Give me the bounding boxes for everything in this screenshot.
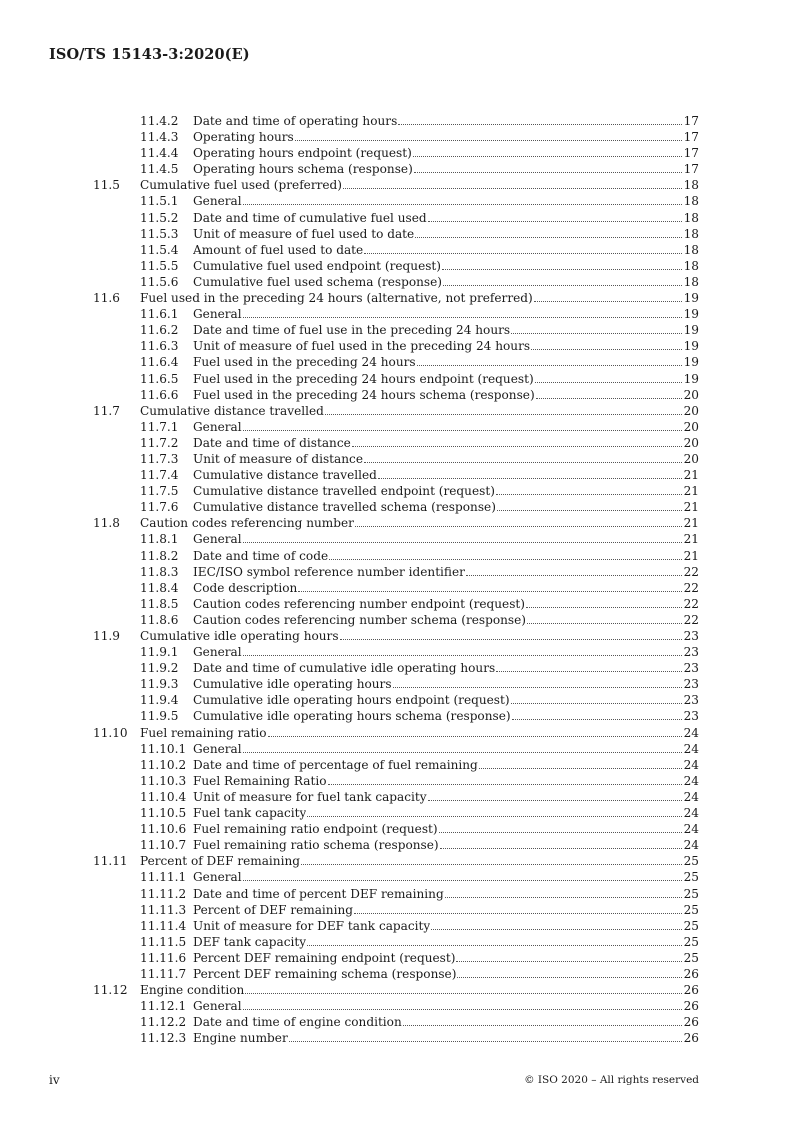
toc-entry-title: Caution codes referencing number [140,516,354,531]
toc-entry-title: Date and time of cumulative fuel used [193,210,427,225]
toc-entry[interactable] [93,467,699,483]
toc-entry-page: 17 [683,114,699,128]
toc-dot-leader [415,237,681,238]
toc-entry-page: 18 [683,274,699,289]
toc-entry-page: 25 [683,870,699,885]
toc-entry[interactable] [93,564,699,580]
toc-entry-number: 11.11.5 [140,934,187,949]
toc-entry[interactable] [93,242,699,258]
toc-entry-page: 21 [683,484,699,499]
toc-entry-page: 21 [683,500,699,515]
toc-entry[interactable] [93,129,699,145]
toc-entry-title: Cumulative idle operating hours [140,629,339,643]
toc-entry-number: 11.11.1 [140,870,187,885]
toc-entry-title: Percent DEF remaining schema (response) [193,966,457,981]
toc-entry-title: Cumulative distance travelled [193,468,377,483]
toc-entry-page: 23 [683,645,699,660]
toc-entry-title: Fuel remaining ratio schema (response) [193,838,439,853]
toc-dot-leader [268,736,682,737]
toc-entry-title: Fuel remaining ratio [140,725,267,740]
toc-entry-title: Fuel used in the preceding 24 hours endpoint (request) [193,371,534,386]
toc-entry-page: 19 [683,323,699,338]
toc-entry-number: 11.8.4 [140,580,179,595]
toc-entry[interactable] [93,113,699,129]
toc-entry-page: 20 [683,387,699,402]
toc-entry[interactable] [93,982,699,998]
toc-entry-number: 11.12.2 [140,1015,187,1030]
toc-entry-number: 11.7.5 [140,484,179,499]
toc-entry-title: Cumulative fuel used (preferred) [140,178,343,193]
toc-dot-leader [343,188,682,189]
toc-entry-title: Engine condition [140,983,245,998]
toc-entry-number: 11.10.2 [140,757,187,772]
toc-dot-leader [289,1041,682,1042]
toc-entry-title: Unit of measure of fuel used to date [193,226,415,241]
toc-entry-page: 18 [683,210,699,225]
document-id-header: ISO/TS 15143-3:2020(E) [49,46,250,63]
toc-dot-leader [243,880,682,881]
toc-entry-page: 19 [683,355,699,370]
toc-entry-page: 22 [683,596,699,611]
toc-entry-number: 11.6.3 [140,339,179,354]
toc-entry[interactable] [93,210,699,226]
toc-dot-leader [496,494,682,495]
toc-dot-leader [325,414,682,415]
toc-entry-number: 11.7.6 [140,500,179,515]
toc-entry-page: 21 [683,516,699,531]
toc-entry-number: 11.8.6 [140,612,179,627]
page-number: iv [49,1073,60,1087]
toc-dot-leader [298,591,681,592]
toc-entry-title: Cumulative fuel used schema (response) [193,274,443,289]
toc-entry-number: 11.9.3 [140,677,179,692]
toc-entry[interactable] [93,161,699,177]
toc-entry-title: Date and time of code [193,548,329,563]
toc-entry-title: Operating hours schema (response) [193,162,413,177]
toc-entry-title: Fuel remaining ratio endpoint (request) [193,822,438,837]
toc-entry-title: Date and time of fuel use in the preceding 24 hours [193,323,511,338]
toc-dot-leader [328,784,682,785]
toc-entry-page: 25 [683,854,699,869]
toc-entry-number: 11.4.2 [140,114,179,128]
toc-dot-leader [355,526,682,527]
toc-dot-leader [479,768,682,769]
toc-entry-page: 23 [683,629,699,643]
toc-entry-page: 24 [683,757,699,772]
toc-entry-number: 11.7.3 [140,451,179,466]
toc-entry-page: 24 [683,822,699,837]
toc-entry[interactable] [93,290,699,306]
toc-entry[interactable] [93,853,699,869]
toc-entry-title: Engine number [193,1031,288,1046]
toc-entry-page: 19 [683,291,699,306]
toc-entry-page: 26 [683,999,699,1014]
toc-dot-leader [243,430,682,431]
toc-entry[interactable] [93,531,699,547]
toc-entry[interactable] [93,274,699,290]
toc-entry-title: General [193,645,242,660]
toc-entry-page: 17 [683,162,699,177]
toc-entry-page: 26 [683,983,699,998]
toc-entry-number: 11.9.5 [140,709,179,724]
toc-entry[interactable] [93,403,699,419]
toc-entry-title: General [193,532,242,547]
toc-entry-page: 19 [683,339,699,354]
toc-entry-page: 19 [683,371,699,386]
toc-entry-title: Percent of DEF remaining [140,854,300,869]
toc-entry-number: 11.4.5 [140,162,179,177]
toc-entry[interactable] [93,1014,699,1030]
toc-dot-leader [295,140,682,141]
toc-entry-number: 11.5.4 [140,242,179,257]
toc-dot-leader [535,382,682,383]
toc-entry[interactable] [93,322,699,338]
toc-entry[interactable] [93,483,699,499]
toc-entry[interactable] [93,145,699,161]
toc-entry-number: 11.7.1 [140,419,179,434]
toc-entry-title: Percent of DEF remaining [193,902,353,917]
toc-dot-leader [398,124,681,125]
toc-entry-title: General [193,741,242,756]
toc-entry-title: General [193,194,242,209]
toc-entry-page: 18 [683,242,699,257]
toc-entry-page: 17 [683,146,699,161]
toc-entry[interactable] [93,644,699,660]
toc-entry-number: 11.10.6 [140,822,187,837]
toc-entry[interactable] [93,773,699,789]
toc-entry[interactable] [93,628,699,644]
toc-entry-title: Cumulative idle operating hours [193,677,392,692]
toc-dot-leader [526,607,682,608]
toc-dot-leader [243,204,682,205]
toc-dot-leader [456,961,681,962]
toc-entry[interactable] [93,934,699,950]
toc-entry-number: 11.5.3 [140,226,179,241]
toc-entry-page: 26 [683,966,699,981]
toc-dot-leader [243,317,682,318]
toc-entry-title: Date and time of distance [193,435,351,450]
toc-entry[interactable] [93,660,699,676]
toc-entry-number: 11.7.2 [140,435,179,450]
toc-entry-page: 23 [683,709,699,724]
toc-entry-number: 11.8 [93,516,120,531]
toc-dot-leader [511,333,682,334]
toc-entry-number: 11.9.4 [140,693,179,708]
toc-entry-page: 21 [683,532,699,547]
toc-entry-title: Date and time of percent DEF remaining [193,886,444,901]
toc-entry[interactable] [93,515,699,531]
toc-entry-number: 11.9 [93,629,120,643]
toc-dot-leader [511,703,682,704]
toc-entry[interactable] [93,757,699,773]
toc-entry-number: 11.7.4 [140,468,179,483]
toc-dot-leader [243,655,682,656]
toc-dot-leader [245,993,681,994]
toc-entry-title: General [193,870,242,885]
toc-dot-leader [340,639,682,640]
toc-dot-leader [364,253,681,254]
toc-dot-leader [393,687,682,688]
toc-entry[interactable] [93,451,699,467]
toc-entry[interactable] [93,371,699,387]
toc-dot-leader [439,832,682,833]
toc-entry-number: 11.11.6 [140,950,187,965]
toc-entry-page: 25 [683,934,699,949]
toc-entry-page: 17 [683,130,699,145]
toc-entry-page: 25 [683,902,699,917]
toc-dot-leader [431,929,681,930]
toc-entry-page: 20 [683,451,699,466]
toc-entry-number: 11.6.6 [140,387,179,402]
toc-entry-title: Fuel used in the preceding 24 hours schema (response) [193,387,535,402]
toc-entry-number: 11.5.6 [140,274,179,289]
table-of-contents [93,113,699,1046]
toc-entry-number: 11.6.2 [140,323,179,338]
toc-entry[interactable] [93,998,699,1014]
toc-entry[interactable] [93,886,699,902]
toc-entry-title: Unit of measure for fuel tank capacity [193,789,427,804]
toc-dot-leader [457,977,681,978]
toc-entry[interactable] [93,1030,699,1046]
toc-entry-number: 11.11.2 [140,886,187,901]
toc-entry[interactable] [93,918,699,934]
toc-dot-leader [527,623,682,624]
toc-entry-title: Cumulative idle operating hours schema (response) [193,709,511,724]
toc-entry-page: 18 [683,178,699,193]
toc-entry-title: Operating hours endpoint (request) [193,146,412,161]
toc-dot-leader [445,897,682,898]
toc-entry-number: 11.9.1 [140,645,179,660]
toc-entry-number: 11.10.3 [140,773,187,788]
toc-entry[interactable] [93,950,699,966]
toc-entry-title: Cumulative distance travelled schema (response) [193,500,496,515]
toc-entry[interactable] [93,306,699,322]
toc-dot-leader [329,559,682,560]
toc-dot-leader [512,719,682,720]
toc-entry[interactable] [93,338,699,354]
toc-entry-title: Unit of measure for DEF tank capacity [193,918,431,933]
toc-dot-leader [414,172,682,173]
toc-entry-number: 11.5.5 [140,258,179,273]
toc-dot-leader [364,462,682,463]
toc-entry-title: Date and time of engine condition [193,1015,402,1030]
toc-dot-leader [440,848,682,849]
toc-entry-page: 18 [683,226,699,241]
toc-entry-number: 11.12 [93,983,128,998]
toc-entry[interactable] [93,177,699,193]
toc-entry-title: Date and time of cumulative idle operating hours [193,661,496,676]
toc-entry-page: 20 [683,403,699,418]
toc-entry-page: 24 [683,789,699,804]
toc-entry-title: Operating hours [193,130,294,145]
toc-entry-number: 11.7 [93,403,120,418]
toc-dot-leader [307,945,682,946]
toc-entry-title: General [193,307,242,322]
toc-entry[interactable] [93,580,699,596]
toc-entry-number: 11.4.3 [140,130,179,145]
toc-entry-page: 18 [683,258,699,273]
toc-entry[interactable] [93,725,699,741]
toc-entry-page: 20 [683,435,699,450]
toc-entry-number: 11.5.2 [140,210,179,225]
toc-entry-title: Unit of measure of distance [193,451,363,466]
toc-dot-leader [378,478,682,479]
toc-entry-page: 22 [683,564,699,579]
toc-entry-number: 11.11.4 [140,918,187,933]
toc-dot-leader [301,864,682,865]
toc-entry-number: 11.4.4 [140,146,179,161]
toc-entry[interactable] [93,869,699,885]
toc-entry-number: 11.5 [93,178,120,193]
toc-entry-title: Cumulative distance travelled endpoint (request) [193,484,495,499]
toc-entry-page: 22 [683,580,699,595]
toc-entry-title: Fuel tank capacity [193,806,307,821]
toc-entry[interactable] [93,419,699,435]
toc-entry[interactable] [93,548,699,564]
toc-entry[interactable] [93,966,699,982]
toc-entry-title: Fuel Remaining Ratio [193,773,327,788]
toc-entry-number: 11.12.1 [140,999,187,1014]
toc-entry-title: Caution codes referencing number schema (response) [193,612,526,627]
toc-entry[interactable] [93,676,699,692]
toc-entry-number: 11.6.1 [140,307,179,322]
toc-entry[interactable] [93,741,699,757]
toc-dot-leader [243,752,682,753]
toc-entry-page: 24 [683,741,699,756]
toc-dot-leader [443,285,682,286]
toc-entry[interactable] [93,258,699,274]
toc-entry-number: 11.9.2 [140,661,179,676]
toc-entry[interactable] [93,708,699,724]
toc-entry-page: 20 [683,419,699,434]
toc-entry-page: 22 [683,612,699,627]
toc-entry-number: 11.5.1 [140,194,179,209]
toc-entry-title: Percent DEF remaining endpoint (request) [193,950,456,965]
toc-entry-page: 19 [683,307,699,322]
toc-entry-page: 21 [683,548,699,563]
toc-entry[interactable] [93,596,699,612]
toc-entry[interactable] [93,837,699,853]
toc-entry-title: Amount of fuel used to date [193,242,364,257]
toc-dot-leader [352,446,682,447]
toc-dot-leader [536,398,682,399]
toc-entry-number: 11.6 [93,291,120,306]
toc-entry-number: 11.8.1 [140,532,179,547]
toc-entry-number: 11.10.1 [140,741,187,756]
toc-entry[interactable] [93,387,699,403]
toc-dot-leader [354,913,682,914]
toc-entry-page: 25 [683,950,699,965]
toc-entry-title: Caution codes referencing number endpoint (request) [193,596,525,611]
toc-entry-page: 24 [683,806,699,821]
toc-entry[interactable] [93,226,699,242]
toc-entry-title: Fuel used in the preceding 24 hours (alternative, not preferred) [140,291,533,306]
toc-entry-page: 18 [683,194,699,209]
toc-dot-leader [428,221,682,222]
toc-entry-title: Code description [193,580,298,595]
toc-entry-number: 11.10.4 [140,789,187,804]
toc-entry-page: 24 [683,838,699,853]
toc-dot-leader [428,800,682,801]
toc-dot-leader [497,510,682,511]
toc-entry-title: Unit of measure of fuel used in the preceding 24 hours [193,339,531,354]
toc-entry-number: 11.11 [93,854,128,869]
toc-entry-number: 11.10 [93,725,128,740]
toc-entry-number: 11.11.3 [140,902,187,917]
toc-entry-title: Cumulative fuel used endpoint (request) [193,258,442,273]
toc-dot-leader [442,269,682,270]
toc-entry-title: General [193,419,242,434]
toc-entry[interactable] [93,692,699,708]
toc-dot-leader [531,349,682,350]
toc-dot-leader [413,156,682,157]
toc-entry-title: IEC/ISO symbol reference number identifier [193,564,465,579]
copyright-notice: © ISO 2020 – All rights reserved [524,1074,699,1086]
toc-entry-page: 25 [683,886,699,901]
toc-entry-page: 23 [683,661,699,676]
toc-entry[interactable] [93,354,699,370]
toc-entry-title: General [193,999,242,1014]
toc-entry-number: 11.8.2 [140,548,179,563]
toc-entry-title: DEF tank capacity [193,934,307,949]
toc-entry-number: 11.12.3 [140,1031,187,1046]
toc-entry[interactable] [93,193,699,209]
toc-entry[interactable] [93,499,699,515]
toc-entry[interactable] [93,789,699,805]
toc-entry-page: 24 [683,773,699,788]
toc-entry-page: 21 [683,468,699,483]
toc-dot-leader [307,816,681,817]
toc-entry[interactable] [93,821,699,837]
toc-entry-page: 26 [683,1031,699,1046]
toc-dot-leader [534,301,682,302]
toc-entry-page: 24 [683,725,699,740]
toc-entry-title: Fuel used in the preceding 24 hours [193,355,416,370]
toc-entry-number: 11.10.7 [140,838,187,853]
toc-entry-page: 23 [683,693,699,708]
toc-entry[interactable] [93,902,699,918]
toc-dot-leader [417,365,682,366]
toc-entry-number: 11.8.3 [140,564,179,579]
toc-dot-leader [496,671,681,672]
toc-entry[interactable] [93,612,699,628]
toc-entry-number: 11.6.5 [140,371,179,386]
toc-entry-page: 23 [683,677,699,692]
toc-entry-page: 26 [683,1015,699,1030]
toc-entry-title: Cumulative idle operating hours endpoint (request) [193,693,510,708]
toc-dot-leader [243,542,682,543]
toc-entry-title: Date and time of operating hours [193,114,398,128]
toc-dot-leader [466,575,682,576]
toc-entry-title: Cumulative distance travelled [140,403,324,418]
toc-entry-number: 11.8.5 [140,596,179,611]
toc-entry-page: 25 [683,918,699,933]
toc-entry-number: 11.10.5 [140,806,187,821]
toc-entry-number: 11.11.7 [140,966,187,981]
toc-dot-leader [403,1025,682,1026]
toc-entry-number: 11.6.4 [140,355,179,370]
toc-entry[interactable] [93,435,699,451]
toc-dot-leader [243,1009,682,1010]
toc-entry[interactable] [93,805,699,821]
toc-entry-title: Date and time of percentage of fuel remaining [193,757,478,772]
